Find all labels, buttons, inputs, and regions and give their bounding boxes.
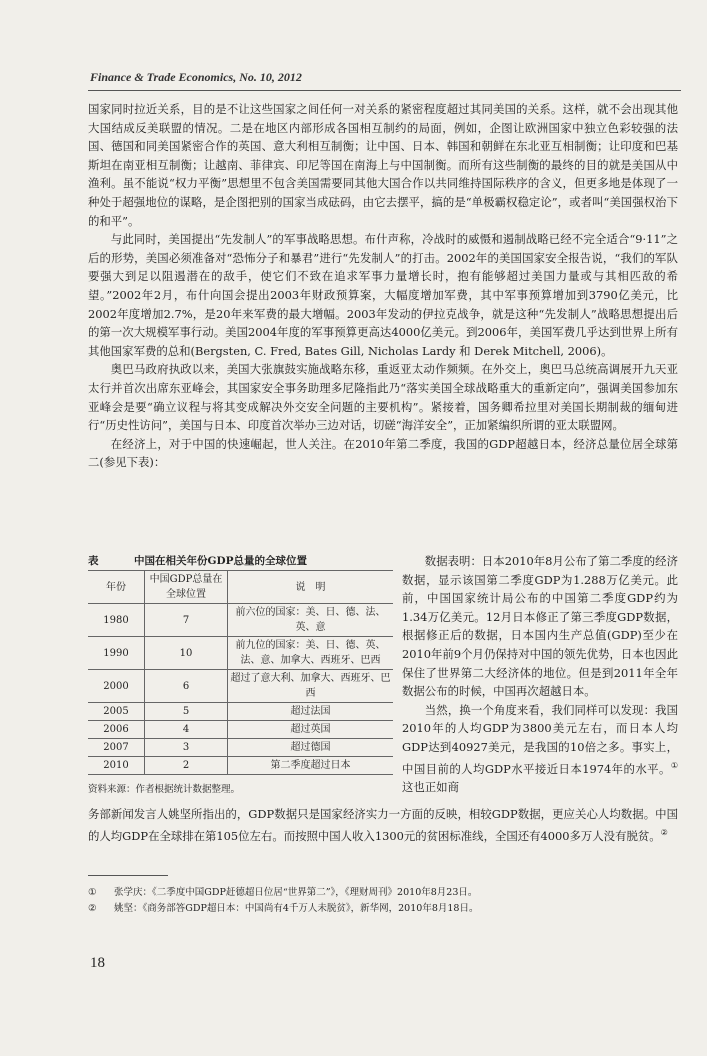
table-source: 资料来源：作者根据统计数据整理。 [88, 784, 241, 795]
footnote-2-text: 姚坚：《商务部答GDP超日本：中国尚有4千万人未脱贫》，新华网，2010年8月18日。 [114, 903, 479, 914]
note-cell: 超过法国 [228, 703, 394, 721]
main-text [88, 100, 678, 472]
table-header-row [88, 571, 393, 604]
table-label: 表 [88, 555, 99, 567]
year-cell: 2006 [88, 721, 145, 739]
footnote-1-text: 张学庆：《二季度中国GDP赶德超日位居“世界第二”》，《理财周刊》2010年8月23日。 [114, 887, 478, 898]
table-row [88, 703, 393, 721]
table-caption: 中国在相关年份GDP总量的全球位置 [134, 555, 307, 567]
right-paragraph-1: 数据表明：日本2010年8月公布了第二季度的经济数据，显示该国第二季度GDP为1.288万亿美元。此前，中国国家统计局公布的中国第二季度GDP约为1.34万亿美元。12月日本修正了第三季度GDP数据，根据修正后的数据，日本国内生产总值(GDP)至少在2010年前9个月仍保持对中国的领先优势，日本也因此保住了世界第二大经济体的地位。但是到2011年全年数据公布的时候，中国再次超越日本。 [402, 554, 678, 699]
table-title [88, 552, 393, 570]
year-cell: 2000 [88, 670, 145, 703]
footnote-ref-1[interactable]: ① [670, 760, 678, 770]
right-paragraph-2 [402, 701, 678, 797]
footnote-2 [88, 901, 678, 917]
table-row [88, 739, 393, 757]
year-cell: 2010 [88, 757, 145, 775]
footnote-1-number: ① [88, 887, 97, 898]
gdp-table-block [88, 552, 393, 795]
rank-cell: 10 [145, 637, 228, 670]
rank-cell: 7 [145, 604, 228, 637]
header-note: 说 明 [228, 571, 394, 604]
page-number: 18 [90, 955, 105, 971]
table-row [88, 637, 393, 670]
footnote-rule [88, 875, 168, 876]
footnote-ref-2[interactable]: ② [660, 827, 668, 837]
paragraph-3: 奥巴马政府执政以来，美国大张旗鼓实施战略东移，重返亚太动作频频。在外交上，奥巴马总统高调展开九天亚太行并首次出席东亚峰会，其国家安全事务助理多尼隆指此乃“落实美国全球战略重大的重新定向”，强调美国参加东亚峰会是要“确立议程与将其变成解决外交安全问题的主要机构”。紧接着，国务卿希拉里对美国长期制裁的缅甸进行“历史性访问”，美国与日本、印度首次举办三边对话，切磋“海洋安全”，正加紧编织所谓的亚太联盟网。 [88, 362, 678, 433]
header-year: 年份 [88, 571, 145, 604]
note-cell: 超过了意大利、加拿大、西班牙、巴西 [228, 670, 394, 703]
right-paragraph-2-tail: 这也正如商 [402, 779, 459, 794]
footnote-2-number: ② [88, 903, 97, 914]
bottom-text [88, 805, 678, 845]
paragraph-2: 与此同时，美国提出“先发制人”的军事战略思想。布什声称，冷战时的威慑和遏制战略已经不完全适合“9·11”之后的形势，美国必须准备对“恐怖分子和暴君”进行“先发制人”的打击。2002年的美国国家安全报告说，“我们的军队要强大到足以阻遏潜在的敌手，使它们不致在追求军事力量增长时，抱有能够超过美国力量或与其相匹敌的希望。”2002年2月，布什向国会提出2003年财政预算案，大幅度增加军费，其中军事预算增加到3790亿美元，比2002年度增加2.7%，是20年来军费的最大增幅。2003年发动的伊拉克战争，就是这种“先发制人”战略思想提出后的第一次大规模军事行动。美国2004年度的军事预算更高达4000亿美元。到2006年，美国军费几乎达到世界上所有其他国家军费的总和(Bergsten, C. Fred, Bates Gill, Nicholas Lardy 和 Derek Mitchell, 2006)。 [88, 232, 678, 358]
rank-cell: 2 [145, 757, 228, 775]
header-rule [88, 90, 681, 91]
table-body [88, 604, 393, 775]
journal-header: Finance & Trade Economics, No. 10, 2012 [90, 70, 302, 84]
rank-cell: 4 [145, 721, 228, 739]
right-column-text [402, 552, 678, 797]
paragraph-1: 国家同时拉近关系，目的是不让这些国家之间任何一对关系的紧密程度超过其同美国的关系。这样，就不会出现其他大国结成反美联盟的情况。二是在地区内部形成各国相互制约的局面，例如，企图让欧洲国家中独立色彩较强的法国、德国和同美国紧密合作的英国、意大利相互制衡；让中国、日本、韩国和朝鲜在东北亚互相制衡；让印度和巴基斯坦在南亚相互制衡；让越南、菲律宾、印尼等国在南海上与中国制衡。而所有这些制衡的最终的目的就是美国从中渔利。虽不能说“权力平衡”思想里不包含美国需要同其他大国合作以共同维持国际秩序的含义，但更多地是体现了一种处于超强地位的谋略，是企图把别的国家当成砝码，由它去摆平，搞的是“单极霸权稳定论”，或者叫“美国强权治下的和平”。 [88, 102, 678, 228]
table-row [88, 757, 393, 775]
note-cell: 前九位的国家：美、日、德、英、法、意、加拿大、西班牙、巴西 [228, 637, 394, 670]
rank-cell: 5 [145, 703, 228, 721]
note-cell: 前六位的国家：美、日、德、法、英、意 [228, 604, 394, 637]
footnote-1 [88, 885, 678, 901]
year-cell: 2005 [88, 703, 145, 721]
table-row [88, 604, 393, 637]
note-cell: 超过英国 [228, 721, 394, 739]
year-cell: 1980 [88, 604, 145, 637]
note-cell: 超过德国 [228, 739, 394, 757]
bottom-paragraph [88, 805, 678, 845]
paragraph-4: 在经济上，对于中国的快速崛起，世人关注。在2010年第二季度，我国的GDP超越日本，经济总量位居全球第二(参见下表)： [88, 436, 678, 470]
header-rank: 中国GDP总量在全球位置 [145, 571, 228, 604]
table-row [88, 721, 393, 739]
table-row [88, 670, 393, 703]
footnotes [88, 885, 678, 917]
gdp-table [88, 570, 393, 775]
note-cell: 第二季度超过日本 [228, 757, 394, 775]
year-cell: 1990 [88, 637, 145, 670]
rank-cell: 3 [145, 739, 228, 757]
bottom-paragraph-text: 务部新闻发言人姚坚所指出的，GDP数据只是国家经济实力一方面的反映，相较GDP数据，更应关心人均数据。中国的人均GDP在全球排在第105位左右。而按照中国人收入1300元的贫困标准线，全国还有4000多万人没有脱贫。 [88, 807, 678, 843]
right-paragraph-2-text: 当然，换一个角度来看，我们同样可以发现：我国2010年的人均GDP为3800美元左右，而日本人均GDP达到40927美元，是我国的10倍之多。事实上，中国目前的人均GDP水平接近日本1974年的水平。 [402, 702, 678, 776]
rank-cell: 6 [145, 670, 228, 703]
year-cell: 2007 [88, 739, 145, 757]
